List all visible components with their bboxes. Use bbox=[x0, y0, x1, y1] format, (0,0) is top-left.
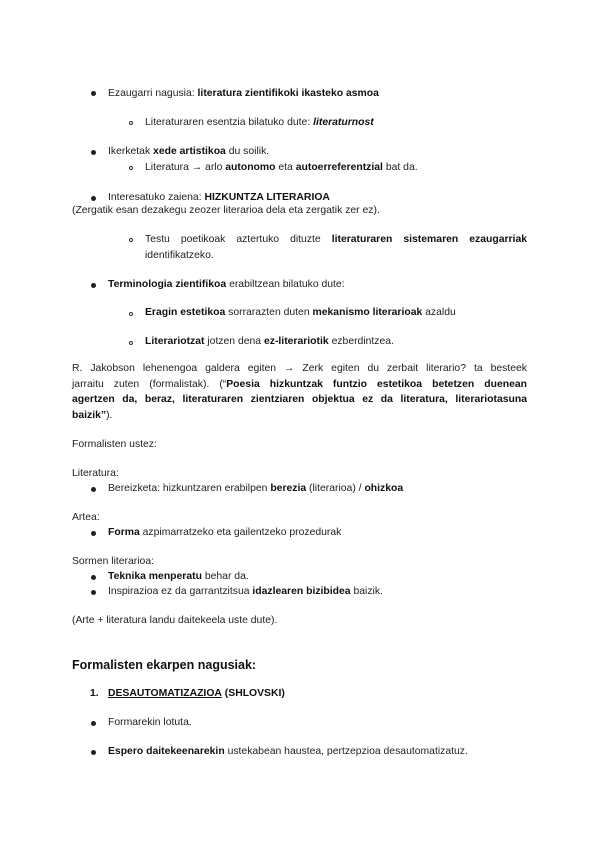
bullet-dot bbox=[91, 150, 96, 155]
text-bold: (SHLOVSKI) bbox=[224, 688, 285, 699]
text-bold: baizik” bbox=[72, 409, 107, 421]
text: azpimarratzeko eta gailentzeko prozedurak bbox=[142, 527, 342, 538]
line bbox=[72, 408, 527, 424]
list-item bbox=[108, 570, 249, 584]
bullet-dot bbox=[91, 487, 96, 492]
text-bold: Eragin estetikoa bbox=[145, 307, 226, 318]
list-item bbox=[108, 278, 345, 292]
section-heading: Formalisten ekarpen nagusiak: bbox=[72, 658, 257, 672]
text: sorrarazten duten bbox=[228, 307, 310, 318]
text: bat da. bbox=[385, 162, 418, 173]
artea-heading: Artea: bbox=[72, 512, 100, 523]
text-bold: idazlearen bizibidea bbox=[252, 586, 351, 597]
literatura-heading: Literatura: bbox=[72, 468, 119, 479]
text-bold-underline: DESAUTOMATIZAZIOA bbox=[108, 688, 222, 699]
arte-note: (Arte + literatura landu daitekeela uste dute). bbox=[72, 615, 278, 626]
bullet-dot bbox=[91, 283, 96, 288]
jakobson-paragraph bbox=[72, 361, 527, 423]
text-bold: HIZKUNTZA LITERARIOA bbox=[204, 192, 330, 203]
list-item bbox=[108, 191, 330, 205]
text-bold: Terminologia zientifikoa bbox=[108, 279, 227, 290]
sub-list-item bbox=[145, 116, 374, 130]
sub-list-item bbox=[145, 232, 527, 263]
sub-bullet-ring bbox=[129, 166, 133, 170]
bullet-dot bbox=[91, 531, 96, 536]
text: ). bbox=[106, 409, 113, 421]
text: du soilik. bbox=[228, 146, 270, 157]
line bbox=[145, 232, 527, 248]
bullet-dot bbox=[91, 721, 96, 726]
text: erabiltzean bilatuko dute: bbox=[229, 279, 345, 290]
text: Literatura → arlo bbox=[145, 162, 223, 173]
numbered-item bbox=[108, 687, 285, 701]
text-bold: ez-literariotik bbox=[263, 336, 329, 347]
sub-list-item bbox=[145, 306, 456, 320]
note-text: (Zergatik esan dezakegu zeozer literarioa dela eta zergatik zer ez). bbox=[72, 205, 380, 216]
text: jotzen dena bbox=[207, 336, 262, 347]
text-bold: ohizkoa bbox=[364, 483, 404, 494]
text: baizik. bbox=[353, 586, 383, 597]
sormen-heading: Sormen literarioa: bbox=[72, 556, 155, 567]
text-bold: Forma bbox=[108, 527, 140, 538]
text-bold: Poesia hizkuntzak funtzio estetikoa betetzen duenean bbox=[226, 378, 527, 390]
text-bold: Teknika menperatu bbox=[108, 571, 202, 582]
text: Inspirazioa ez da garrantzitsua bbox=[108, 586, 250, 597]
list-item bbox=[108, 145, 269, 159]
list-number: 1. bbox=[90, 688, 99, 699]
text-bold: mekanismo literarioak bbox=[312, 307, 423, 318]
list-item bbox=[108, 526, 341, 540]
text-bold: Espero daitekeenarekin bbox=[108, 746, 225, 757]
bullet-dot bbox=[91, 575, 96, 580]
list-item bbox=[108, 87, 379, 101]
text-bold-italic: literaturnost bbox=[313, 117, 374, 128]
text-bold: literatura zientifikoki ikasteko asmoa bbox=[197, 88, 379, 99]
text: Bereizketa: hizkuntzaren erabilpen bbox=[108, 483, 268, 494]
text: Literaturaren esentzia bilatuko dute: bbox=[145, 117, 311, 128]
bullet-dot bbox=[91, 91, 96, 96]
list-item bbox=[108, 585, 383, 599]
text: azaldu bbox=[425, 307, 456, 318]
bullet-dot bbox=[91, 590, 96, 595]
line: identifikatzeko. bbox=[145, 249, 214, 261]
list-item bbox=[108, 482, 403, 496]
text-bold: berezia bbox=[270, 483, 307, 494]
text-bold: literaturaren sistemaren ezaugarriak bbox=[331, 234, 527, 245]
text-bold: xede artistikoa bbox=[153, 146, 226, 157]
text: jarraitu zuten (formalistak). (“ bbox=[72, 378, 227, 390]
formalisten-label: Formalisten ustez: bbox=[72, 439, 157, 450]
sub-bullet-ring bbox=[129, 341, 133, 345]
text: Interesatuko zaiena: bbox=[108, 192, 202, 203]
bullet-dot bbox=[91, 750, 96, 755]
text: Ikerketak bbox=[108, 146, 151, 157]
line: R. Jakobson lehenengoa galdera egiten → Zerk egiten du zerbait literario? ta besteek bbox=[72, 363, 527, 374]
bullet-dot bbox=[91, 196, 96, 201]
sub-bullet-ring bbox=[129, 312, 133, 316]
text-bold: Literariotzat bbox=[145, 336, 205, 347]
text: (literarioa) / bbox=[309, 483, 362, 494]
text-bold: autoerreferentzial bbox=[295, 162, 383, 173]
sub-bullet-ring bbox=[129, 121, 133, 125]
sub-bullet-ring bbox=[129, 238, 133, 242]
text: Ezaugarri nagusia: bbox=[108, 88, 195, 99]
sub-list-item bbox=[145, 335, 394, 349]
list-item: Formarekin lotuta. bbox=[108, 717, 192, 728]
line-bold: agertzen da, beraz, literaturaren zientziaren objektua ez da literatura, literariotasuna bbox=[72, 394, 527, 405]
line bbox=[72, 377, 527, 393]
list-item bbox=[108, 745, 468, 759]
text: Testu poetikoak aztertuko dituzte bbox=[145, 234, 321, 245]
text: ustekabean haustea, pertzepzioa desautomatizatuz. bbox=[227, 746, 468, 757]
text-bold: autonomo bbox=[225, 162, 276, 173]
text: behar da. bbox=[204, 571, 249, 582]
text: ezberdintzea. bbox=[331, 336, 394, 347]
text: eta bbox=[278, 162, 293, 173]
sub-list-item bbox=[145, 161, 418, 175]
